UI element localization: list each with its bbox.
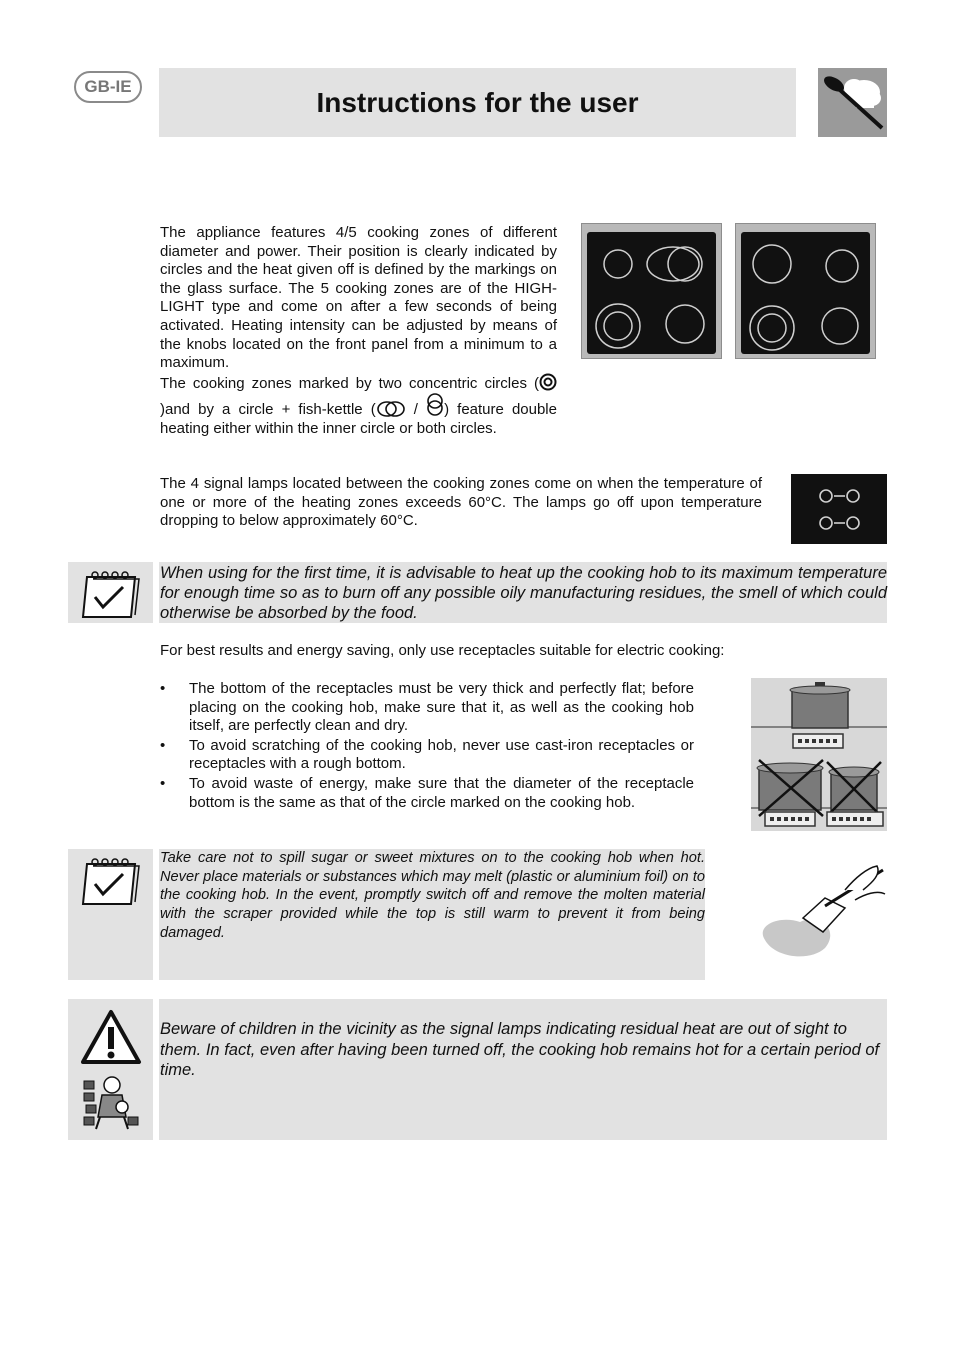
fish-kettle-vertical-icon	[426, 393, 444, 417]
children-icon	[80, 1071, 142, 1133]
warning-text: Beware of children in the vicinity as the signal lamps indicating residual heat are out of sight to them. In fact, even after having been turned off, the cooking hob remains hot for a certain period of time.	[160, 1020, 880, 1079]
list-item: • To avoid waste of energy, make sure that the diameter of the receptacle bottom is the same as that of the circle marked on the cooking hob.	[160, 775, 694, 812]
signal-lamps-text: The 4 signal lamps located between the cooking zones come on when the temperature of one or more of the heating zones exceeds 60°C. The lamps go off upon temperature dropping to below approximately 60°C.	[160, 475, 762, 530]
concentric-circles-icon	[539, 373, 557, 391]
note-icon-box	[68, 849, 153, 980]
hob-5-zones-image	[581, 223, 722, 359]
double-heating-text-part: )and by a circle + fish-kettle (	[160, 401, 376, 419]
page-title: Instructions for the user	[316, 86, 639, 118]
warning-box	[159, 999, 887, 1140]
note-first-use-box	[159, 562, 887, 623]
double-heating-text-part: The cooking zones marked by two concentric circles (	[160, 374, 539, 392]
receptacles-intro-text: For best results and energy saving, only use receptacles suitable for electric cooking:	[160, 642, 725, 659]
list-item: • The bottom of the receptacles must be very thick and perfectly flat; before placing on the cooking hob, make sure that it, as well as the cooking hob itself, are perfectly clean and dry.	[160, 680, 694, 736]
list-item: • To avoid scratching of the cooking hob, never use cast-iron receptacles or receptacles with a rough bottom.	[160, 737, 694, 774]
warning-triangle-icon	[80, 1009, 142, 1065]
receptacles-list	[160, 680, 694, 813]
intro-section	[160, 224, 557, 439]
receptacles-intro	[160, 642, 887, 661]
notepad-check-icon	[79, 854, 143, 906]
fish-kettle-icon	[376, 399, 406, 417]
double-heating-text	[160, 373, 557, 439]
warning-icon-box	[68, 999, 153, 1140]
signal-lamps-section	[160, 475, 762, 531]
note-spill-text: Take care not to spill sugar or sweet mixtures on to the cooking hob when hot. Never place materials or substances which may melt (plastic or aluminium foil) on to the cooking hob. In the event, promptly switch off and remove the molten material with the scraper provided while the top is still warm to prevent it from being damaged.	[160, 850, 705, 941]
chef-hat-spoon-icon	[818, 68, 887, 137]
note-spill-box	[159, 849, 705, 980]
scraper-illustration	[755, 860, 887, 965]
double-heating-text-part: ) feature double heating either within the inner circle or both circles.	[160, 401, 557, 437]
note-icon-box	[68, 562, 153, 623]
receptacles-illustration	[751, 678, 887, 831]
notepad-check-icon	[79, 567, 143, 619]
double-heating-text-part: /	[405, 401, 427, 419]
signal-lamps-image	[791, 474, 887, 544]
language-badge: GB-IE	[74, 71, 142, 103]
hob-4-zones-image	[735, 223, 876, 359]
intro-text: The appliance features 4/5 cooking zones of different diameter and power. Their position is clearly indicated by circles and the heat given off is defined by the markings on the glass surface. The 5 cooking zones are of the HIGH-LIGHT type and come on after a few seconds of being activated. Heating intensity can be adjusted by means of the knobs located on the front panel from a minimum to a maximum.	[160, 224, 557, 372]
note-first-use-text: When using for the first time, it is advisable to heat up the cooking hob to its maximum temperature for enough time so as to burn off any possible oily manufacturing residues, the smell of which could otherwise be absorbed by the food.	[160, 564, 887, 622]
